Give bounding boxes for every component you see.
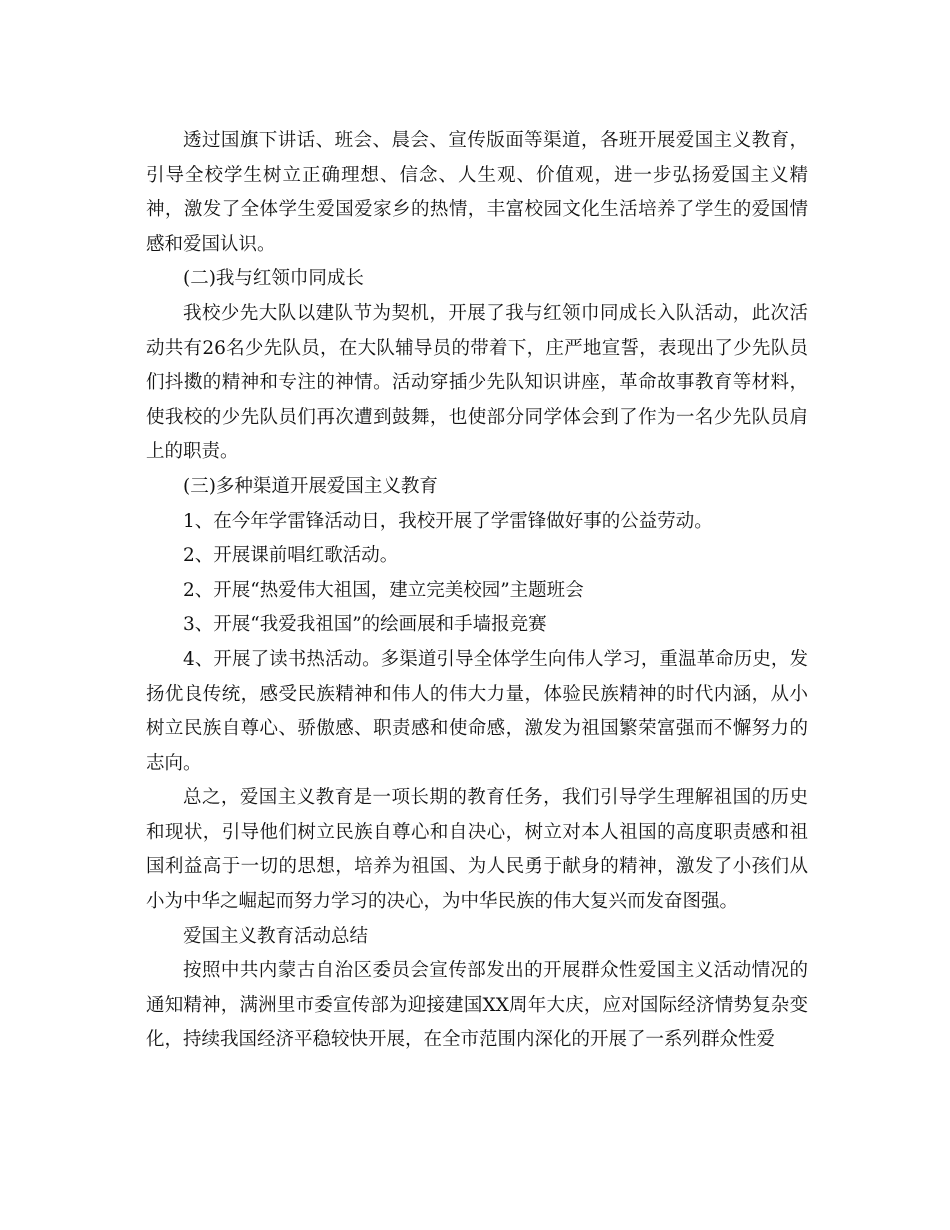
paragraph-summary: 总之，爱国主义教育是一项长期的教育任务，我们引导学生理解祖国的历史和现状，引导他们树立民族自尊心和自决心，树立对本人祖国的高度职责感和祖国利益高于一切的思想，培养为祖国、为人民勇于献身的精神，激发了小孩们从小为中华之崛起而努力学习的决心，为中华民族的伟大复兴而发奋图强。 xyxy=(146,787,808,913)
list-item-red-songs: 2、开展课前唱红歌活动。 xyxy=(183,545,399,567)
paragraph-red-scarf-activity: 我校少先大队以建队节为契机，开展了我与红领巾同成长入队活动，此次活动共有26名少先队员，在大队辅导员的带着下，庄严地宣誓，表现出了少先队员们抖擞的精神和专注的神情。活动穿插少先队知识讲座，革命故事教育等材料，使我校的少先队员们再次遭到鼓舞，也使部分同学体会到了作为一名少先队员肩上的职责。 xyxy=(146,302,808,463)
section-heading-red-scarf: (二)我与红领巾同成长 xyxy=(183,268,364,290)
document-body xyxy=(146,124,808,1058)
list-item-theme-class-meeting: 2、开展“热爱伟大祖国，建立完美校园”主题班会 xyxy=(183,579,584,601)
list-item-lei-feng: 1、在今年学雷锋活动日，我校开展了学雷锋做好事的公益劳动。 xyxy=(183,510,713,532)
list-item-painting-contest: 3、开展“我爱我祖国”的绘画展和手墙报竞赛 xyxy=(183,614,547,636)
paragraph-reading-activity: 4、开展了读书热活动。多渠道引导全体学生向伟人学习，重温革命历史，发扬优良传统，感受民族精神和伟人的伟大力量，体验民族精神的时代内涵，从小树立民族自尊心、骄傲感、职责感和使命感，激发为祖国繁荣富强而不懈努力的志向。 xyxy=(146,648,808,774)
section-heading-activity-summary: 爱国主义教育活动总结 xyxy=(183,925,369,947)
paragraph-patriotic-education-channels: 透过国旗下讲话、班会、晨会、宣传版面等渠道，各班开展爱国主义教育，引导全校学生树立正确理想、信念、人生观、价值观，进一步弘扬爱国主义精神，激发了全体学生爱国爱家乡的热情，丰富校园文化生活培养了学生的爱国情感和爱国认识。 xyxy=(146,130,808,255)
section-heading-multiple-channels: (三)多种渠道开展爱国主义教育 xyxy=(183,475,438,497)
paragraph-notice-spirit: 按照中共内蒙古自治区委员会宣传部发出的开展群众性爱国主义活动情况的通知精神，满洲里市委宣传部为迎接建国XX周年大庆，应对国际经济情势复杂变化，持续我国经济平稳较快开展，在全市范围内深化的开展了一系列群众性爱 xyxy=(146,960,808,1051)
